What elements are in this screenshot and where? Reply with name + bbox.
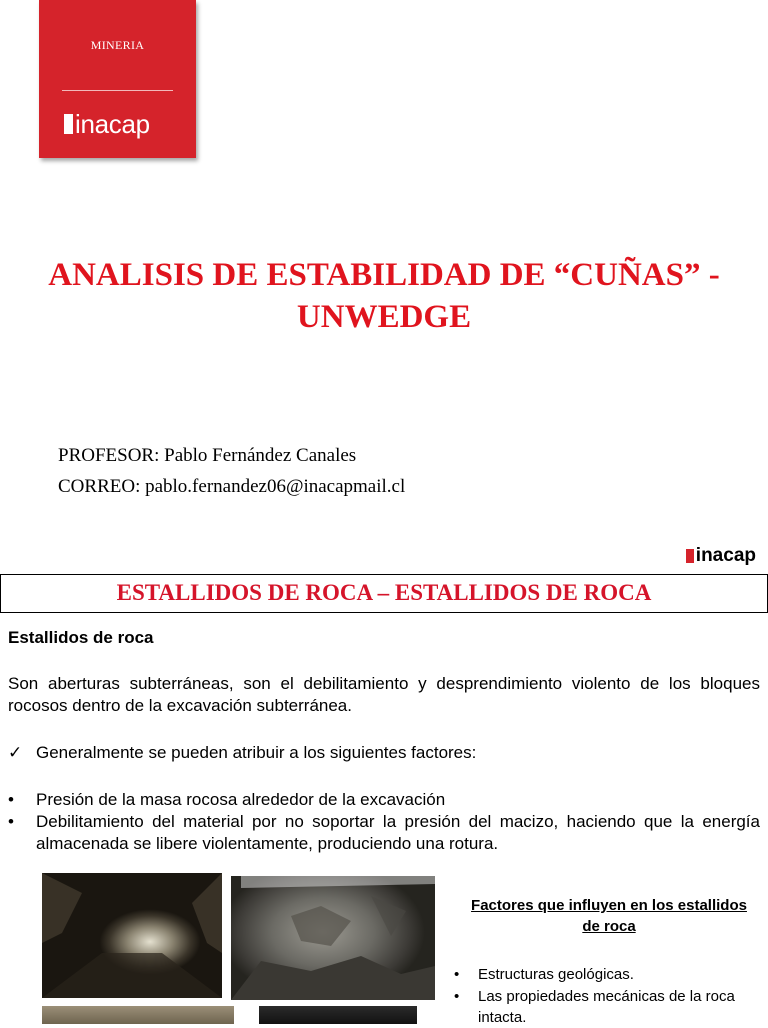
badge-divider bbox=[62, 90, 173, 91]
section-subtitle: Estallidos de roca bbox=[8, 628, 154, 647]
inacap-logo bbox=[64, 111, 150, 137]
title-line-1: ANALISIS DE ESTABILIDAD DE “CUÑAS” - bbox=[48, 257, 720, 293]
brand-badge bbox=[39, 0, 196, 158]
intro-paragraph: Son aberturas subterráneas, son el debilitamiento y desprendimiento violento de los bloques rocosos dentro de la excavación subterránea. bbox=[8, 674, 760, 715]
tunnel-photo-1 bbox=[42, 873, 222, 998]
factor-item: Estructuras geológicas. bbox=[478, 966, 634, 983]
professor-line: PROFESOR: Pablo Fernández Canales bbox=[58, 445, 357, 466]
slide-header-box bbox=[0, 574, 768, 613]
bullet-dot-icon: • bbox=[454, 966, 460, 983]
tunnel-photo-4 bbox=[259, 1006, 417, 1024]
email-line: CORREO: pablo.fernandez06@inacapmail.cl bbox=[58, 476, 406, 497]
bullet-dot-icon: • bbox=[8, 790, 14, 809]
badge-category: MINERIA bbox=[90, 38, 145, 52]
content-slide bbox=[0, 540, 768, 1024]
bullet-dot-icon: • bbox=[454, 988, 460, 1005]
bullet-dot-icon: • bbox=[8, 812, 14, 831]
factor-item: Las propiedades mecánicas de la roca intacta. bbox=[478, 988, 735, 1026]
factors-heading bbox=[450, 895, 768, 937]
tunnel-photo-1-texture bbox=[42, 873, 222, 998]
title-line-2: UNWEDGE bbox=[296, 299, 472, 335]
check-icon: ✓ bbox=[8, 743, 23, 762]
tunnel-photo-2-texture bbox=[231, 876, 435, 1000]
logo-text: inacap bbox=[75, 109, 150, 139]
tunnel-photo-2 bbox=[231, 876, 435, 1000]
presentation-title bbox=[0, 254, 768, 338]
slide-header: ESTALLIDOS DE ROCA – ESTALLIDOS DE ROCA bbox=[116, 580, 652, 605]
tunnel-photo-3 bbox=[42, 1006, 234, 1024]
bullet-item: Debilitamiento del material por no soportar la presión del macizo, haciendo que la energía almacenada se libere violentamente, produciendo una rotura. bbox=[36, 812, 760, 853]
check-bullet-text: Generalmente se pueden atribuir a los siguientes factores: bbox=[36, 743, 477, 762]
factors-heading-line-2: de roca bbox=[582, 918, 636, 935]
bullet-item: Presión de la masa rocosa alrededor de la excavación bbox=[36, 790, 446, 809]
inacap-logo-small bbox=[686, 546, 756, 566]
logo-mark-icon bbox=[64, 114, 73, 134]
logo-text: inacap bbox=[695, 545, 756, 566]
factors-heading-line-1: Factores que influyen en los estallidos bbox=[471, 897, 747, 914]
logo-mark-icon bbox=[686, 549, 694, 563]
